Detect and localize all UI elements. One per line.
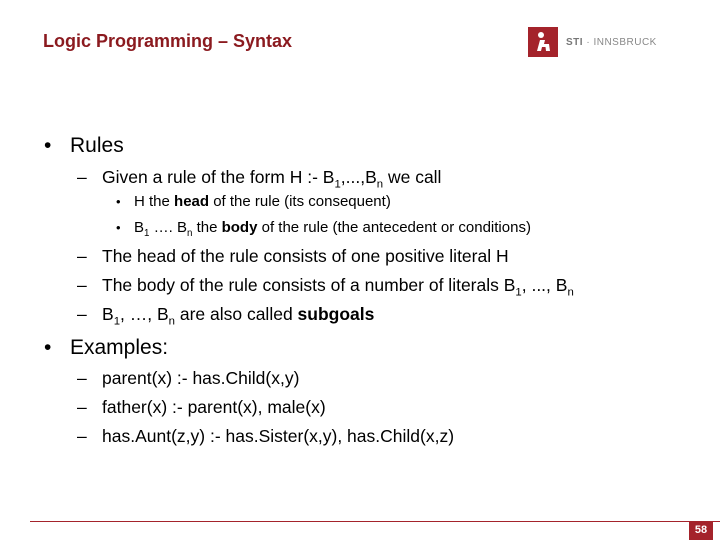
bullet-rules: • Rules xyxy=(44,134,124,157)
example-3: – has.Aunt(z,y) :- has.Sister(x,y), has.Child(x,z) xyxy=(77,426,455,446)
sub-bullet-body-rule: – The body of the rule consists of a number of literals $B_1$, ..., $B_n$ xyxy=(77,275,574,299)
example-1: – parent(x) :- has.Child(x,y) xyxy=(77,368,300,388)
sub-bullet-head-rule: – The head of the rule consists of one positive literal H xyxy=(77,246,509,266)
sub-bullet-given-rule: – Given a rule of the form H :- $B_1,...,B_n$ we call xyxy=(77,167,442,191)
page-number: 58 xyxy=(689,521,713,540)
logo-text: STI · INNSBRUCK xyxy=(566,36,657,48)
slide-title: Logic Programming – Syntax xyxy=(43,31,293,51)
sub-sub-bullet-head: • H the head of the rule (its consequent) xyxy=(116,193,391,210)
sub-bullet-subgoals: – $B_1$, …, $B_n$ are also called subgoals xyxy=(77,304,375,328)
sti-logo-icon xyxy=(528,27,558,57)
sub-sub-bullet-body: • $B_1$ …. $B_n$ the body of the rule (the antecedent or conditions) xyxy=(116,219,531,239)
example-2: – father(x) :- parent(x), male(x) xyxy=(77,397,326,417)
bullet-examples: • Examples: xyxy=(44,336,169,359)
sti-innsbruck-logo xyxy=(528,27,657,57)
footer-line xyxy=(30,521,720,522)
